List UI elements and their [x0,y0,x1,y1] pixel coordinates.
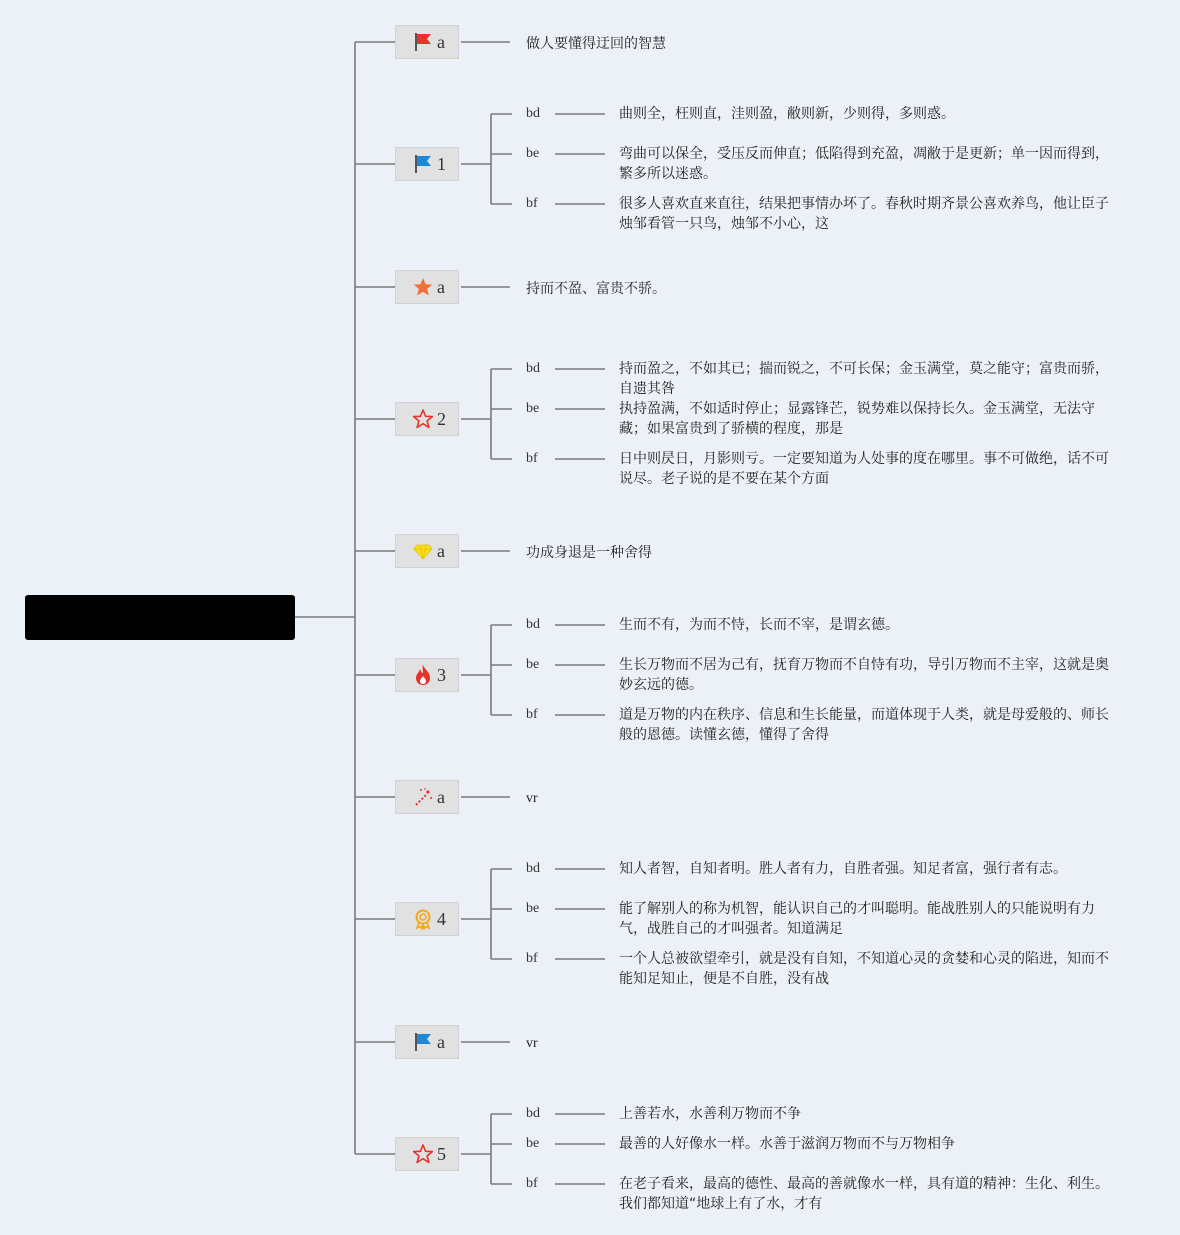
branch-label: 1 [437,154,446,174]
branch-label: 3 [437,665,446,685]
red-flag-icon [412,31,434,53]
star-outline-icon [412,1143,434,1165]
sub-topic-label[interactable]: bd [526,361,540,376]
sub-topic-detail: 能了解别人的称为机智，能认识自己的才叫聪明。能战胜别人的只能说明有力气，战胜自己的才叫强者。知道满足 [619,901,1095,937]
sub-topic-detail: 知人者智，自知者明。胜人者有力，自胜者强。知足者富，强行者有志。 [619,861,1067,877]
branch-leaf-text[interactable]: vr [526,791,538,806]
branch-label: a [437,787,445,807]
sub-topic-detail: 上善若水，水善利万物而不争 [619,1106,801,1122]
blue-flag-icon [412,153,434,175]
branch-node-5[interactable] [395,534,459,568]
sub-topic-label[interactable]: bf [526,1176,538,1191]
sub-topic-detail: 在老子看来，最高的德性、最高的善就像水一样，具有道的精神：生化、利生。我们都知道“地球上有了水，才有 [619,1176,1109,1212]
branch-node-8[interactable] [395,902,459,936]
branch-label: 4 [437,909,446,929]
root-topic[interactable] [25,595,295,640]
blue-flag-icon [412,1031,434,1053]
sub-topic-detail: 执持盈满，不如适时停止；显露锋芒，锐势难以保持长久。金玉满堂，无法守藏；如果富贵到了骄横的程度，那是 [619,401,1095,437]
branch-label: a [437,32,445,52]
sub-topic-label[interactable]: bd [526,617,540,632]
sub-topic-label[interactable]: be [526,401,540,416]
branch-node-3[interactable] [395,270,459,304]
branch-leaf-text[interactable]: 功成身退是一种舍得 [526,545,652,561]
sub-topic-label[interactable]: bd [526,861,540,876]
sub-topic-detail: 道是万物的内在秩序、信息和生长能量，而道体现于人类，就是母爱般的、师长般的恩德。读懂玄德，懂得了舍得 [619,707,1109,743]
sub-topic-label[interactable]: be [526,146,540,161]
branch-label: a [437,1032,445,1052]
branch-label: a [437,541,445,561]
medal-icon [412,908,434,930]
branch-node-6[interactable] [395,658,459,692]
sub-topic-label[interactable]: be [526,901,540,916]
sub-topic-label[interactable]: bd [526,1106,540,1121]
diamond-icon [412,540,434,562]
sub-topic-detail: 生而不有，为而不恃，长而不宰，是谓玄德。 [619,617,899,633]
branch-node-7[interactable] [395,780,459,814]
branch-node-1[interactable] [395,25,459,59]
sub-topic-detail: 弯曲可以保全，受压反而伸直；低陷得到充盈，凋敝于是更新；单一因而得到，繁多所以迷惑。 [619,146,1109,182]
sub-topic-label[interactable]: bf [526,707,538,722]
sub-topic-label[interactable]: be [526,1136,540,1151]
orange-star-icon [412,276,434,298]
branch-node-4[interactable] [395,402,459,436]
branch-node-10[interactable] [395,1137,459,1171]
sub-topic-detail: 一个人总被欲望牵引，就是没有自知，不知道心灵的贪婪和心灵的陷进，知而不能知足知止，便是不自胜，没有战 [619,951,1109,987]
sub-topic-label[interactable]: bd [526,106,540,121]
branch-label: a [437,277,445,297]
sub-topic-label[interactable]: be [526,657,540,672]
sub-topic-detail: 生长万物而不居为己有，抚育万物而不自恃有功，导引万物而不主宰，这就是奥妙玄远的德。 [619,657,1109,693]
branch-label: 5 [437,1144,446,1164]
branch-leaf-text[interactable]: 做人要懂得迂回的智慧 [526,36,666,52]
branch-label: 2 [437,409,446,429]
branch-node-9[interactable] [395,1025,459,1059]
sub-topic-detail: 曲则全，枉则直，洼则盈，敝则新，少则得，多则惑。 [619,106,955,122]
sub-topic-detail: 最善的人好像水一样。水善于滋润万物而不与万物相争 [619,1136,955,1152]
fire-icon [412,664,434,686]
sub-topic-label[interactable]: bf [526,196,538,211]
sub-topic-detail: 日中则昃日，月影则亏。一定要知道为人处事的度在哪里。事不可做绝，话不可说尽。老子说的是不要在某个方面 [619,451,1109,487]
sub-topic-detail: 持而盈之，不如其已；揣而锐之，不可长保；金玉满堂，莫之能守；富贵而骄，自遗其咎 [619,361,1109,397]
sub-topic-detail: 很多人喜欢直来直往，结果把事情办坏了。春秋时期齐景公喜欢养鸟，他让臣子烛邹看管一只鸟，烛邹不小心，这 [619,196,1109,232]
branch-node-2[interactable] [395,147,459,181]
branch-leaf-text[interactable]: 持而不盈、富贵不骄。 [526,281,666,297]
sub-topic-label[interactable]: bf [526,451,538,466]
branch-leaf-text[interactable]: vr [526,1036,538,1051]
star-outline-icon [412,408,434,430]
magic-wand-icon [412,786,434,808]
sub-topic-label[interactable]: bf [526,951,538,966]
